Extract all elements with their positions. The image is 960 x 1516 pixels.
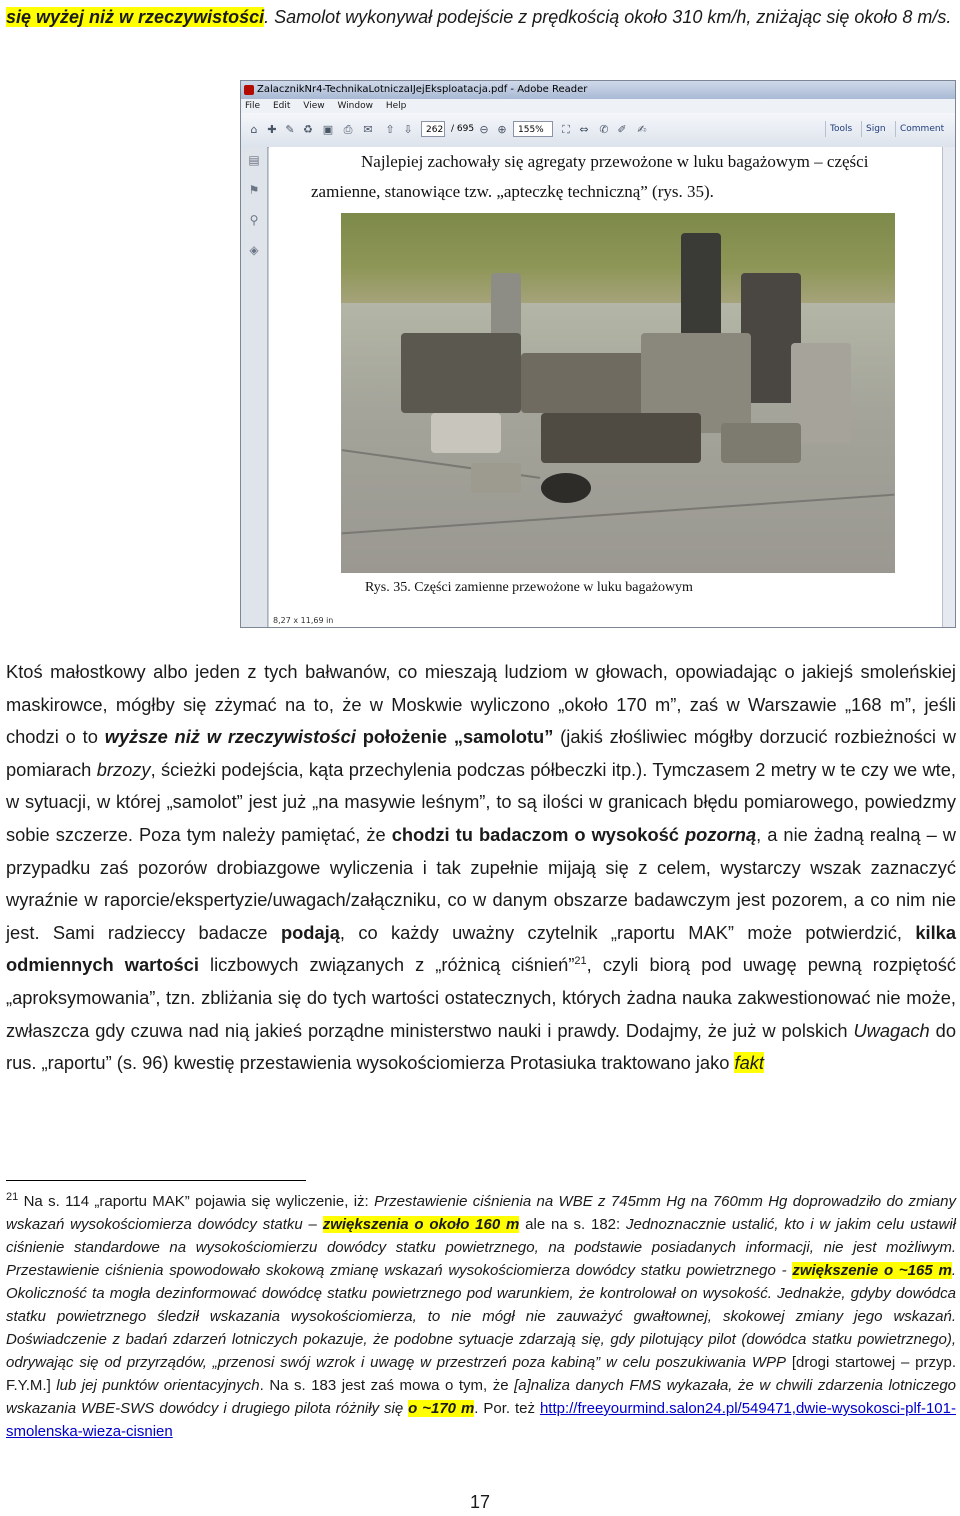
print-icon[interactable]: ⎙ [343,123,353,136]
reader-toolbar [241,113,955,148]
reader-document-text [311,147,931,207]
layers-icon[interactable]: ◈ [249,243,259,257]
sign-icon[interactable]: ✍ [637,123,647,136]
reader-title: ZalacznikNr4-TechnikaLotniczaIJejEksploatacja.pdf - Adobe Reader [257,84,588,95]
menu-window[interactable]: Window [337,101,373,111]
reader-page [269,147,945,627]
text-run-bold: chodzi tu badaczom o wysokość [391,823,686,845]
menu-file[interactable]: File [245,101,261,111]
text-run-bold: położenie „samolotu” [362,726,554,748]
menu-help[interactable]: Help [385,101,407,111]
page-down-icon[interactable]: ⇩ [403,123,413,136]
attachments-icon[interactable]: ⚲ [249,213,259,227]
text-run: do rus. „raportu” (s. 96) kwestię przestawienia wysokościomierza Protasiuka traktowano jako [6,1019,956,1074]
footnote-number: 21 [6,1191,19,1203]
page-size-readout: 8,27 x 11,69 in [273,616,334,625]
footnote-ref: 21 [574,955,587,968]
text-run-italic: Jednoznacznie ustalić, kto i w jakim celu ustawił ciśnienie standardowe na wysokościomierzu dowódcy statku powietrznego, na podstawie posiadanych informacji, nie jest możliwym. Przestawienie ciśnienia spowodowało skokową zmianę wskazań wysokościomierza dowódcy statku powietrznego - [6,1216,956,1279]
text-run: , a nie żadną realną – w przypadku zaś pozorów drobiazgowe wyliczenia i tak zupełnie mijają się z celem, wystarczy wszak zaznaczyć wyraźnie w raporcie/ekspertyzie/uwagach/załączniku, co w danym obszarze badawczym jest pozorem, a co nim nie jest. Sami radzieccy badacze [6,823,956,943]
text-run-highlight: fakt [734,1052,764,1074]
text-run: (jakiś złośliwiec mógłby dorzucić rozbieżności w pomiarach [6,726,956,780]
fit-width-icon[interactable]: ⇔ [579,123,589,136]
text-run-bold: podają [280,921,340,943]
reader-titlebar [241,81,955,99]
figure-caption: Rys. 35. Części zamienne przewożone w luku bagażowym [365,580,693,595]
text-run-italic: Uwagach [853,1019,930,1041]
salon24-link[interactable]: http://freeyourmind.salon24.pl/549471,dwie-wysokosci-plf-101-smolenska-wieza-cisnien [6,1400,956,1440]
text-run: , ścieżki podejścia, kąta przechylenia podczas półbeczki itp.). Tymczasem 2 metry w te czy we wte, w sytuacji, w której „samolot” jest już „na masywie leśnym”, to są ilości w granicach błędu pomiarowego, powiedzmy sobie szczerze. Poza tym należy pamiętać, że [6,758,956,845]
text-run-italic: [a]naliza danych FMS wykazała, że w chwili zdarzenia lotniczego wskazania WBE-SWS dowódcy i drugiego pilota różniły się [6,1377,957,1417]
spare-parts-photo [341,213,895,573]
comment-bubble-icon[interactable]: ✆ [599,123,609,136]
text-run [356,726,363,747]
save-icon[interactable]: ▣ [322,123,334,136]
text-run: . Por. też [474,1400,540,1417]
zoom-out-icon[interactable]: ⊖ [479,123,489,136]
footnote-separator [6,1180,306,1181]
share-icon[interactable]: ♻ [303,123,313,136]
intro-highlight: się wyżej niż w rzeczywistości [6,7,265,27]
text-run-italic: Przestawienie ciśnienia na WBE z 745mm Hg na 760mm Hg doprowadziło do zmiany wskazań wysokościomierza dowódcy statku – [6,1193,956,1233]
highlight-icon[interactable]: ✐ [617,123,627,136]
tools-link[interactable]: Tools [825,121,856,137]
edit-icon[interactable]: ✎ [285,123,295,136]
text-run-bold: kilka odmiennych wartości [6,921,956,976]
reader-menubar [241,99,955,113]
text-run-highlight: zwiększenia o około 160 m [322,1216,520,1233]
adobe-reader-screenshot [240,80,956,628]
zoom-select[interactable]: 155% [513,121,553,137]
main-paragraph [6,656,956,1080]
intro-rest: . Samolot wykonywał podejście z prędkością około 310 km/h, zniżając się około 8 m/s. [264,7,952,27]
text-run-italic: brzozy [96,758,151,780]
text-run: [drogi startowej – przyp. F.Y.M.] [6,1354,957,1394]
open-icon[interactable]: ⌂ [250,123,258,136]
page-number-input[interactable]: 262 [421,121,445,137]
comment-link[interactable]: Comment [895,121,948,137]
text-run-italic: . Okoliczność ta mogła dezinformować dowódcę statku powietrznego pod warunkiem, że kontrolował on wysokość. Jednakże, gdyby dowódca statku powietrznego śledził wskazania wysokościomierza, to nie mógł nie zauważyć gwałtownej, skokowej zmiany jego wskazań. Doświadczenie z badań zdarzeń lotniczych pokazuje, że podobne sytuacje zdarzają się, gdy pilotujący pilot (dowódca statku powietrznego), odrywając się od przyrządów, „przenosi swój wzrok i uwagę w przestrzeń poza kabiną” w celu poszukiwania WPP [6,1262,956,1371]
page-total: / 695 [451,124,475,134]
doc-line-1: Najlepiej zachowały się agregaty przewożone w luku bagażowym – części [361,152,869,171]
intro-paragraph [6,2,956,32]
menu-edit[interactable]: Edit [272,101,291,111]
text-run: . Na s. 183 jest zaś mowa o tym, że [259,1377,515,1394]
text-run-italic: lub jej punktów orientacyjnych [56,1377,260,1394]
doc-line-2: zamienne, stanowiące tzw. „apteczkę techniczną” (rys. 35). [311,182,714,201]
text-run-bold-italic: wyższe niż w rzeczywistości [104,726,356,748]
adobe-reader-icon [244,85,254,95]
sign-link[interactable]: Sign [861,121,890,137]
page-number: 17 [469,1492,491,1512]
menu-view[interactable]: View [303,101,325,111]
page-up-icon[interactable]: ⇧ [385,123,395,136]
bookmarks-icon[interactable]: ⚑ [248,183,260,197]
fit-page-icon[interactable]: ⛶ [562,123,570,136]
zoom-in-icon[interactable]: ⊕ [497,123,507,136]
email-icon[interactable]: ✉ [363,123,373,136]
text-run: Na s. 114 „raportu MAK” pojawia się wyliczenie, iż: [18,1193,375,1210]
reader-navigation-panel [241,147,268,627]
page-thumbnails-icon[interactable]: ▤ [248,153,260,167]
text-run: ale na s. 182: [519,1216,626,1233]
text-run-bold-italic: pozorną [685,823,757,845]
footnote-21 [6,1190,956,1443]
text-run: Ktoś małostkowy albo jeden z tych bałwanów, co mieszają ludziom w głowach, opowiadając o jakiejś smoleńskiej maskirowce, mógłby się zżymać na to, że w Moskwie wyliczono „około 170 m”, zaś w Warszawie „168 m”, jeśli chodzi o to [6,661,956,748]
text-run: liczbowych związanych z „różnicą ciśnień” [198,954,575,976]
vertical-scrollbar[interactable] [942,147,955,627]
text-run: , co każdy uważny czytelnik „raportu MAK” może potwierdzić, [339,921,916,943]
text-run: , czyli biorą pod uwagę pewną rozpiętość „aproksymowania”, tzn. zbliżania się do tych wartości ostatecznych, których żadna nauka zakwestionować nie może, zwłaszcza gdy czuwa nad nią jakieś porządne ministerstwo nauki i prawdy. Dodajmy, że już w polskich [6,954,957,1041]
text-run-highlight: o ~170 m [408,1400,475,1417]
text-run-highlight: zwiększenie o ~165 m [792,1262,952,1279]
create-icon[interactable]: ✚ [267,123,277,136]
